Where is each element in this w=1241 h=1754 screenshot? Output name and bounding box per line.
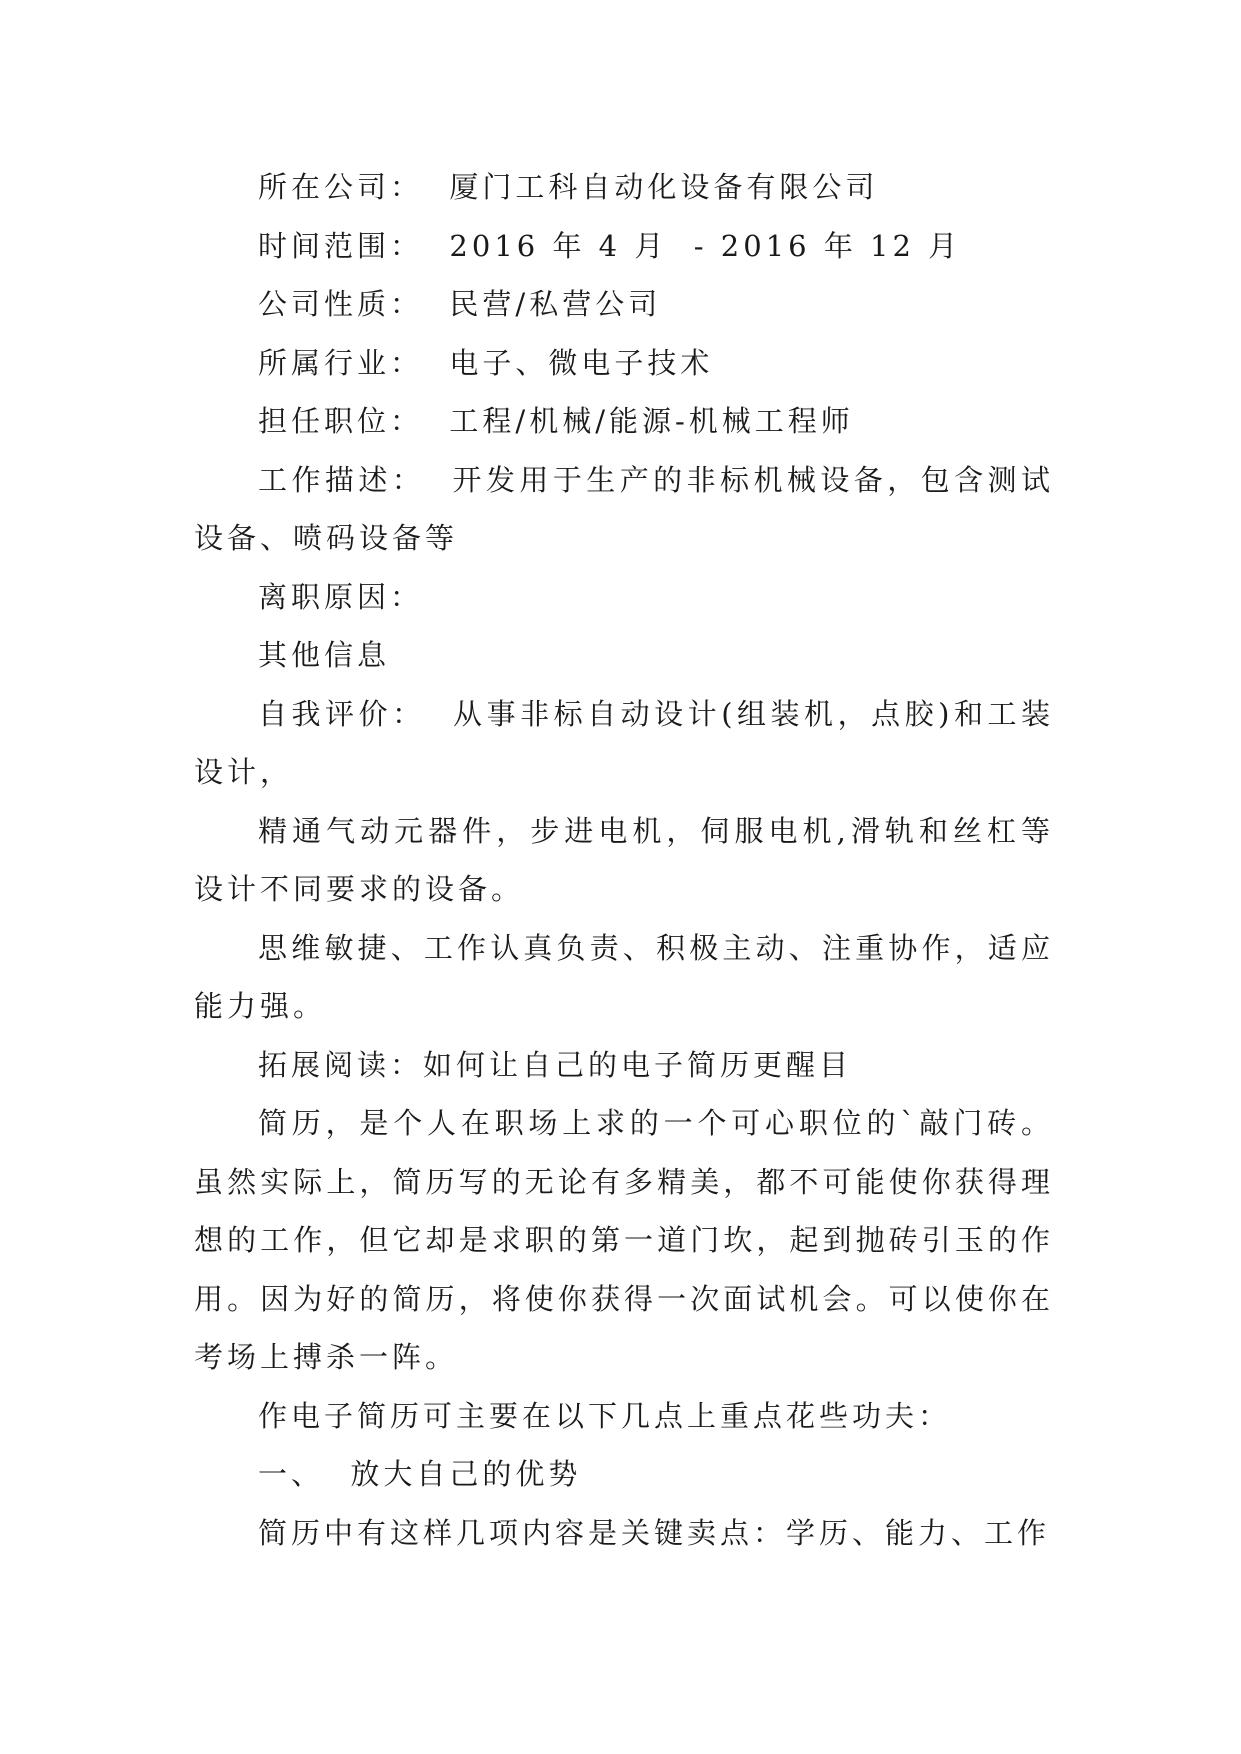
time-range-line: 时间范围： 2016 年 4 月 - 2016 年 12 月: [258, 228, 962, 263]
other-info-heading: 其他信息: [258, 638, 391, 672]
position-line: 担任职位： 工程/机械/能源-机械工程师: [258, 404, 854, 438]
key-selling-points-paragraph: 简历中有这样几项内容是关键卖点：学历、能力、工作: [258, 1515, 1051, 1550]
traits-paragraph: 思维敏捷、工作认真负责、积极主动、注重协作，适应能力强。: [194, 930, 1054, 1023]
leave-reason-line: 离职原因：: [258, 579, 424, 614]
resume-tips-intro: 作电子简历可主要在以下几点上重点花些功夫：: [258, 1398, 952, 1433]
document-body: [194, 158, 1054, 1562]
industry-line: 所属行业： 电子、微电子技术: [258, 345, 714, 380]
company-type-line: 公司性质： 民营/私营公司: [258, 287, 662, 321]
self-evaluation-paragraph: 自我评价： 从事非标自动设计(组装机，点胶)和工装设计，: [194, 696, 1054, 789]
tip-one-heading: 一、 放大自己的优势: [258, 1457, 582, 1491]
resume-intro-paragraph: 简历，是个人在职场上求的一个可心职位的`敲门砖。虽然实际上，简历写的无论有多精美，都不可能使你获得理想的工作，但它却是求职的第一道门坎，起到抛砖引玉的作用。因为好的简历，将使你获得一次面试机会。可以使你在考场上搏杀一阵。: [194, 1106, 1054, 1374]
extended-reading-heading: 拓展阅读：如何让自己的电子简历更醒目: [258, 1047, 853, 1082]
job-description-paragraph: 工作描述： 开发用于生产的非标机械设备，包含测试设备、喷码设备等: [194, 462, 1054, 555]
company-line: 所在公司： 厦门工科自动化设备有限公司: [258, 170, 879, 204]
skills-paragraph: 精通气动元器件，步进电机，伺服电机,滑轨和丝杠等设计不同要求的设备。: [194, 813, 1054, 906]
